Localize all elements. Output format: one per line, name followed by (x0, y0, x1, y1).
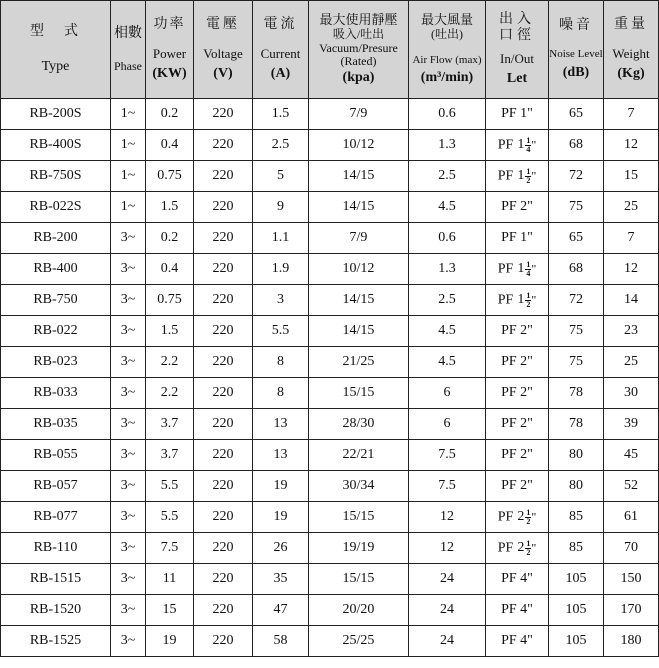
cell-power: 0.4 (146, 254, 194, 285)
cell-power: 0.2 (146, 99, 194, 130)
cell-current: 19 (253, 471, 309, 502)
cell-noise: 78 (549, 378, 604, 409)
cell-power: 0.4 (146, 130, 194, 161)
cell-noise: 75 (549, 347, 604, 378)
cell-voltage: 220 (194, 409, 253, 440)
table-row (1, 378, 659, 409)
cell-voltage: 220 (194, 316, 253, 347)
inout-numerator: 1 (526, 135, 531, 145)
header-inout-unit: Let (506, 71, 528, 87)
cell-phase: 3~ (111, 285, 146, 316)
header-noise-en: Noise Level (549, 48, 603, 61)
header-vacuum (309, 1, 409, 99)
header-inout-zh1: 出入 (499, 11, 535, 27)
cell-weight: 70 (604, 533, 659, 564)
cell-airflow: 4.5 (409, 347, 486, 378)
cell-power: 2.2 (146, 378, 194, 409)
cell-type: RB-750S (1, 161, 111, 192)
header-current-zh: 電流 (263, 16, 298, 32)
inout-size: PF 2" (501, 416, 533, 431)
inout-size: PF 2" (501, 447, 533, 462)
header-vacuum-zh1: 最大使用靜壓 (319, 11, 398, 27)
header-airflow-unit: (m³/min) (420, 70, 474, 86)
cell-power: 19 (146, 626, 194, 657)
inout-size: PF 2" (501, 478, 533, 493)
cell-current: 2.5 (253, 130, 309, 161)
table-row (1, 316, 659, 347)
cell-power: 5.5 (146, 502, 194, 533)
cell-airflow: 2.5 (409, 161, 486, 192)
cell-vacuum: 15/15 (309, 378, 409, 409)
cell-inout (486, 99, 549, 130)
cell-power: 7.5 (146, 533, 194, 564)
inch-mark: " (531, 540, 537, 555)
cell-airflow: 1.3 (409, 130, 486, 161)
cell-vacuum: 10/12 (309, 254, 409, 285)
cell-airflow: 0.6 (409, 223, 486, 254)
header-noise-unit: (dB) (562, 64, 590, 80)
inout-size: PF (497, 261, 514, 277)
inout-size: PF (497, 509, 514, 525)
inout-numerator: 1 (526, 259, 531, 269)
cell-phase: 3~ (111, 533, 146, 564)
cell-inout (486, 316, 549, 347)
inout-size: PF 1" (501, 106, 533, 121)
cell-type: RB-200 (1, 223, 111, 254)
cell-current: 35 (253, 564, 309, 595)
cell-vacuum: 28/30 (309, 409, 409, 440)
header-type (1, 1, 111, 99)
cell-weight: 12 (604, 254, 659, 285)
cell-voltage: 220 (194, 378, 253, 409)
cell-airflow: 4.5 (409, 316, 486, 347)
cell-inout (486, 130, 549, 161)
cell-vacuum: 25/25 (309, 626, 409, 657)
header-type-zh: 型 式 (30, 24, 81, 40)
inout-size: PF 4" (501, 571, 533, 586)
cell-weight: 39 (604, 409, 659, 440)
cell-type: RB-400 (1, 254, 111, 285)
cell-current: 47 (253, 595, 309, 626)
table-row (1, 99, 659, 130)
inout-size: PF 2" (501, 199, 533, 214)
cell-inout (486, 285, 549, 316)
cell-noise: 65 (549, 99, 604, 130)
cell-current: 8 (253, 378, 309, 409)
table-row (1, 223, 659, 254)
cell-type: RB-077 (1, 502, 111, 533)
cell-voltage: 220 (194, 471, 253, 502)
cell-phase: 3~ (111, 471, 146, 502)
cell-current: 1.9 (253, 254, 309, 285)
inout-size: PF 2" (501, 323, 533, 338)
table-header (1, 1, 659, 99)
cell-voltage: 220 (194, 564, 253, 595)
cell-noise: 68 (549, 254, 604, 285)
cell-type: RB-057 (1, 471, 111, 502)
cell-current: 13 (253, 440, 309, 471)
cell-weight: 150 (604, 564, 659, 595)
header-inout-en: In/Out (500, 51, 534, 67)
cell-vacuum: 19/19 (309, 533, 409, 564)
header-power-en: Power (152, 46, 187, 62)
cell-vacuum: 7/9 (309, 223, 409, 254)
header-inout-zh2: 口徑 (499, 27, 535, 43)
cell-vacuum: 30/34 (309, 471, 409, 502)
cell-vacuum: 14/15 (309, 285, 409, 316)
table-row (1, 192, 659, 223)
table-row (1, 595, 659, 626)
inout-size: PF (497, 540, 514, 556)
inout-size: PF (497, 292, 514, 308)
cell-weight: 12 (604, 130, 659, 161)
table-row (1, 502, 659, 533)
header-airflow-en: Air Flow (max) (412, 53, 482, 66)
cell-phase: 3~ (111, 223, 146, 254)
inch-mark: " (531, 509, 537, 524)
cell-phase: 3~ (111, 595, 146, 626)
inout-size: PF 2" (501, 354, 533, 369)
cell-inout (486, 254, 549, 285)
header-airflow (409, 1, 486, 99)
cell-noise: 75 (549, 192, 604, 223)
inout-numerator: 1 (526, 290, 531, 300)
cell-vacuum: 15/15 (309, 502, 409, 533)
header-noise (549, 1, 604, 99)
cell-vacuum: 15/15 (309, 564, 409, 595)
table-row (1, 440, 659, 471)
cell-phase: 3~ (111, 378, 146, 409)
header-power-unit: (KW) (152, 65, 187, 81)
cell-noise: 105 (549, 564, 604, 595)
cell-inout (486, 223, 549, 254)
cell-weight: 180 (604, 626, 659, 657)
header-inout (486, 1, 549, 99)
cell-airflow: 12 (409, 502, 486, 533)
inout-size: PF (497, 137, 514, 153)
cell-weight: 25 (604, 192, 659, 223)
header-vacuum-unit: (kpa) (342, 70, 375, 86)
inout-whole: 1 (517, 168, 525, 184)
cell-airflow: 24 (409, 564, 486, 595)
cell-noise: 68 (549, 130, 604, 161)
cell-voltage: 220 (194, 99, 253, 130)
cell-airflow: 7.5 (409, 471, 486, 502)
cell-voltage: 220 (194, 285, 253, 316)
header-phase-zh: 相數 (114, 25, 142, 41)
cell-inout (486, 409, 549, 440)
cell-power: 1.5 (146, 192, 194, 223)
cell-type: RB-022S (1, 192, 111, 223)
cell-noise: 72 (549, 161, 604, 192)
cell-airflow: 4.5 (409, 192, 486, 223)
cell-type: RB-022 (1, 316, 111, 347)
table-row (1, 471, 659, 502)
cell-voltage: 220 (194, 440, 253, 471)
inout-numerator: 1 (526, 507, 531, 517)
cell-current: 26 (253, 533, 309, 564)
cell-power: 0.75 (146, 285, 194, 316)
cell-weight: 7 (604, 223, 659, 254)
cell-noise: 80 (549, 440, 604, 471)
cell-voltage: 220 (194, 533, 253, 564)
header-current-unit: (A) (270, 65, 291, 81)
cell-type: RB-750 (1, 285, 111, 316)
header-vacuum-en2: (Rated) (340, 54, 377, 69)
cell-weight: 25 (604, 347, 659, 378)
header-voltage (194, 1, 253, 99)
inout-denominator: 2 (526, 175, 531, 185)
cell-current: 3 (253, 285, 309, 316)
inout-denominator: 2 (526, 299, 531, 309)
cell-power: 15 (146, 595, 194, 626)
cell-inout (486, 378, 549, 409)
cell-airflow: 24 (409, 595, 486, 626)
header-vacuum-zh2: 吸入/吐出 (332, 26, 385, 41)
cell-weight: 170 (604, 595, 659, 626)
cell-weight: 15 (604, 161, 659, 192)
cell-airflow: 6 (409, 378, 486, 409)
cell-phase: 3~ (111, 409, 146, 440)
header-weight-unit: (Kg) (617, 65, 645, 81)
header-phase (111, 1, 146, 99)
inout-size: PF 2" (501, 385, 533, 400)
cell-vacuum: 20/20 (309, 595, 409, 626)
cell-vacuum: 14/15 (309, 161, 409, 192)
cell-power: 0.2 (146, 223, 194, 254)
cell-phase: 1~ (111, 161, 146, 192)
inout-whole: 1 (517, 292, 525, 308)
cell-power: 2.2 (146, 347, 194, 378)
table-row (1, 626, 659, 657)
cell-weight: 14 (604, 285, 659, 316)
cell-type: RB-1520 (1, 595, 111, 626)
inout-denominator: 2 (526, 547, 531, 557)
cell-type: RB-033 (1, 378, 111, 409)
header-vacuum-en1: Vacuum/Presure (319, 40, 398, 55)
header-power-zh: 功率 (153, 16, 186, 32)
cell-weight: 52 (604, 471, 659, 502)
cell-type: RB-055 (1, 440, 111, 471)
cell-noise: 105 (549, 595, 604, 626)
inout-size: PF 4" (501, 633, 533, 648)
cell-noise: 75 (549, 316, 604, 347)
inout-denominator: 4 (526, 268, 531, 278)
header-voltage-en: Voltage (203, 46, 243, 62)
inout-size: PF (497, 168, 514, 184)
cell-phase: 3~ (111, 254, 146, 285)
cell-type: RB-023 (1, 347, 111, 378)
cell-airflow: 2.5 (409, 285, 486, 316)
cell-current: 9 (253, 192, 309, 223)
inout-denominator: 2 (526, 516, 531, 526)
cell-current: 13 (253, 409, 309, 440)
header-voltage-zh: 電壓 (206, 16, 240, 32)
table-row (1, 161, 659, 192)
header-power (146, 1, 194, 99)
cell-noise: 80 (549, 471, 604, 502)
inch-mark: " (531, 137, 537, 152)
cell-weight: 23 (604, 316, 659, 347)
cell-current: 5 (253, 161, 309, 192)
table-row (1, 533, 659, 564)
cell-phase: 3~ (111, 316, 146, 347)
cell-type: RB-1525 (1, 626, 111, 657)
inout-whole: 2 (517, 509, 525, 525)
cell-voltage: 220 (194, 223, 253, 254)
cell-airflow: 0.6 (409, 99, 486, 130)
cell-airflow: 1.3 (409, 254, 486, 285)
cell-inout (486, 564, 549, 595)
cell-voltage: 220 (194, 161, 253, 192)
cell-noise: 105 (549, 626, 604, 657)
header-noise-zh: 噪音 (559, 18, 593, 34)
cell-type: RB-035 (1, 409, 111, 440)
cell-power: 3.7 (146, 440, 194, 471)
cell-inout (486, 192, 549, 223)
cell-power: 0.75 (146, 161, 194, 192)
inout-denominator: 4 (526, 144, 531, 154)
cell-inout (486, 440, 549, 471)
cell-current: 8 (253, 347, 309, 378)
header-current (253, 1, 309, 99)
cell-power: 1.5 (146, 316, 194, 347)
table-row (1, 347, 659, 378)
table-body (1, 99, 659, 657)
cell-current: 1.1 (253, 223, 309, 254)
cell-inout (486, 347, 549, 378)
header-current-en: Current (260, 46, 301, 62)
cell-phase: 3~ (111, 347, 146, 378)
cell-noise: 78 (549, 409, 604, 440)
header-airflow-zh1: 最大風量 (420, 11, 473, 27)
header-voltage-unit: (V) (213, 65, 233, 81)
cell-airflow: 7.5 (409, 440, 486, 471)
cell-inout (486, 161, 549, 192)
header-airflow-zh2: (吐出) (431, 26, 463, 41)
header-type-en: Type (41, 58, 70, 74)
cell-power: 3.7 (146, 409, 194, 440)
cell-phase: 3~ (111, 502, 146, 533)
cell-phase: 1~ (111, 192, 146, 223)
cell-inout (486, 626, 549, 657)
header-weight-zh: 重量 (614, 16, 648, 32)
cell-type: RB-1515 (1, 564, 111, 595)
cell-noise: 85 (549, 502, 604, 533)
cell-weight: 7 (604, 99, 659, 130)
inch-mark: " (531, 168, 537, 183)
cell-current: 5.5 (253, 316, 309, 347)
cell-voltage: 220 (194, 347, 253, 378)
inch-mark: " (531, 292, 537, 307)
cell-phase: 3~ (111, 440, 146, 471)
cell-noise: 72 (549, 285, 604, 316)
inch-mark: " (531, 261, 537, 276)
inout-size: PF 1" (501, 230, 533, 245)
cell-voltage: 220 (194, 595, 253, 626)
inout-size: PF 4" (501, 602, 533, 617)
cell-power: 5.5 (146, 471, 194, 502)
header-weight-en: Weight (612, 46, 650, 62)
cell-voltage: 220 (194, 626, 253, 657)
table-row (1, 564, 659, 595)
cell-weight: 30 (604, 378, 659, 409)
cell-voltage: 220 (194, 502, 253, 533)
cell-phase: 1~ (111, 99, 146, 130)
cell-current: 19 (253, 502, 309, 533)
cell-vacuum: 14/15 (309, 316, 409, 347)
cell-noise: 65 (549, 223, 604, 254)
cell-weight: 61 (604, 502, 659, 533)
cell-power: 11 (146, 564, 194, 595)
cell-airflow: 6 (409, 409, 486, 440)
cell-inout (486, 595, 549, 626)
cell-voltage: 220 (194, 254, 253, 285)
cell-airflow: 24 (409, 626, 486, 657)
cell-type: RB-400S (1, 130, 111, 161)
cell-phase: 3~ (111, 564, 146, 595)
cell-airflow: 12 (409, 533, 486, 564)
cell-type: RB-110 (1, 533, 111, 564)
cell-type: RB-200S (1, 99, 111, 130)
header-weight (604, 1, 659, 99)
table-row (1, 409, 659, 440)
cell-weight: 45 (604, 440, 659, 471)
cell-phase: 1~ (111, 130, 146, 161)
cell-inout (486, 502, 549, 533)
cell-voltage: 220 (194, 130, 253, 161)
cell-current: 1.5 (253, 99, 309, 130)
cell-inout (486, 471, 549, 502)
cell-vacuum: 21/25 (309, 347, 409, 378)
cell-inout (486, 533, 549, 564)
table-row (1, 254, 659, 285)
cell-vacuum: 10/12 (309, 130, 409, 161)
cell-phase: 3~ (111, 626, 146, 657)
inout-numerator: 1 (526, 538, 531, 548)
table-row (1, 285, 659, 316)
table-row (1, 130, 659, 161)
inout-whole: 2 (517, 540, 525, 556)
cell-vacuum: 7/9 (309, 99, 409, 130)
cell-vacuum: 22/21 (309, 440, 409, 471)
cell-noise: 85 (549, 533, 604, 564)
cell-current: 58 (253, 626, 309, 657)
header-phase-en: Phase (114, 58, 142, 73)
inout-whole: 1 (517, 261, 525, 277)
cell-vacuum: 14/15 (309, 192, 409, 223)
cell-voltage: 220 (194, 192, 253, 223)
inout-numerator: 1 (526, 166, 531, 176)
inout-whole: 1 (517, 137, 525, 153)
